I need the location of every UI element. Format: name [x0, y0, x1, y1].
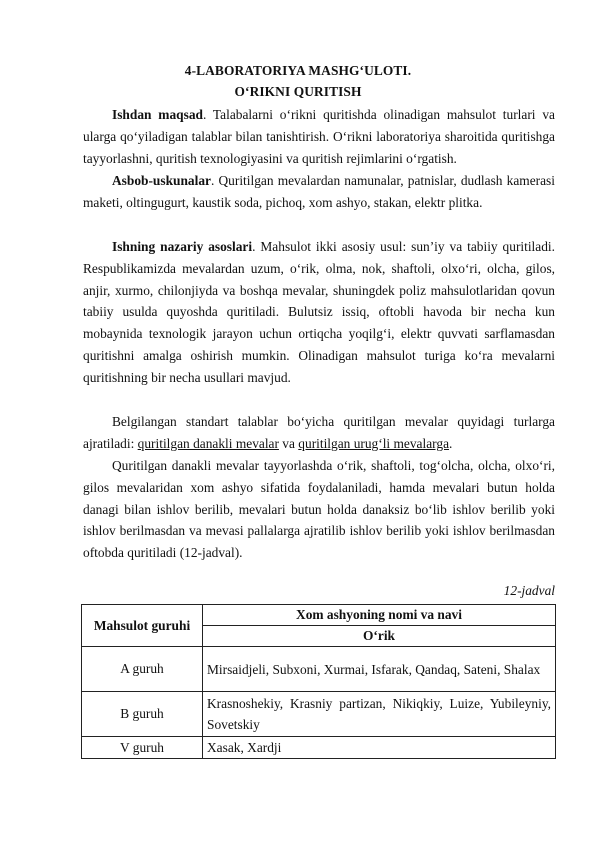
seed-fruits-term: quritilgan urug‘li mevalarga — [298, 435, 450, 451]
classification-text-middle: va — [278, 435, 299, 451]
goal-label: Ishdan maqsad — [112, 107, 203, 122]
theory-label: Ishning nazariy asoslari — [112, 239, 253, 254]
group-cell: V guruh — [82, 737, 203, 759]
theory-paragraph — [83, 236, 555, 389]
table-row — [82, 647, 556, 692]
equipment-text: . Quritilgan mevalardan namunalar, patnislar, dudlash kamerasi maketi, oltingugurt, kaustik soda, pichoq, xom ashyo, stakan, elektr plitka. — [83, 173, 555, 210]
header-raw-material: Xom ashyoning nomi va navi — [203, 605, 556, 626]
drying-paragraph: Quritilgan danakli mevalar tayyorlashda o‘rik, shaftoli, tog‘olcha, olcha, olxo‘ri, gilos mevalaridan xom ashyo sifatida foydalaniladi, hamda mevalari butun holda danagi bilan ishlov berilib, mevalari butun holda danaksiz bo‘lib ishlov berilib yoki ishlov berilmasdan va mevasi pallalarga ajratilib ishlov berilib yoki ishlov berilmasdan oftobda quritiladi (12-jadval). — [83, 458, 555, 561]
goal-paragraph — [83, 104, 555, 169]
subheader-apricot: O‘rik — [203, 626, 556, 647]
equipment-paragraph — [83, 170, 555, 214]
table-caption: 12-jadval — [503, 583, 555, 598]
theory-text: . Mahsulot ikki asosiy usul: sun’iy va tabiiy quritiladi. Respublikamizda mevalardan uzum, o‘rik, olma, nok, shaftoli, olxo‘ri, olcha, gilos, anjir, xurmo, chilonjiyda va boshqa mevalar, shuningdek poliz mahsulotlaridan qovun tabiiy usulda quyoshda quritiladi. Bulutsiz issiq, oftobli havoda bir necha kun mobaynida texnologik jarayon uchun ortiqcha yoqilg‘i, elektr quvvati sarflamasdan quritishni amalga oshirish mumkin. Olinadigan mahsulot turiga ko‘ra mevalarni quritishning bir necha usullari mavjud. — [83, 239, 555, 385]
classification-text-after: . — [449, 435, 453, 451]
goal-text: . Talabalarni o‘rikni quritishda olinadigan mahsulot turlari va ularga qo‘yiladigan talablar bilan tanishtirish. O‘rikni laboratoriya sharoitida quritishga tayyorlashni, quritish texnologiyasini va quritish rejimlarini o‘rgatish. — [83, 107, 556, 166]
group-cell: A guruh — [82, 647, 203, 692]
group-cell: B guruh — [82, 692, 203, 737]
apricot-varieties-table — [81, 604, 556, 759]
varieties-cell: Mirsaidjeli, Subxoni, Xurmai, Isfarak, Qandaq, Sateni, Shalax — [203, 647, 556, 692]
table-row — [82, 737, 556, 759]
table-row — [82, 692, 556, 737]
lab-title: 4-LABORATORIYA MASHG‘ULOTI. — [184, 63, 412, 78]
classification-paragraph — [83, 411, 555, 455]
varieties-cell: Krasnoshekiy, Krasniy partizan, Nikiqkiy, Luize, Yubileyniy, Sovetskiy — [203, 692, 556, 737]
stone-fruits-term: quritilgan danakli mevalar — [137, 435, 279, 451]
varieties-cell: Xasak, Xardji — [203, 737, 556, 759]
lab-subtitle: O‘RIKNI QURITISH — [234, 84, 362, 99]
header-product-group: Mahsulot guruhi — [82, 605, 203, 647]
classification-text-before: Belgilangan standart talablar bo‘yicha quritilgan mevalar quyidagi turlarga ajratiladi: — [83, 414, 555, 451]
equipment-label: Asbob-uskunalar — [112, 173, 211, 188]
